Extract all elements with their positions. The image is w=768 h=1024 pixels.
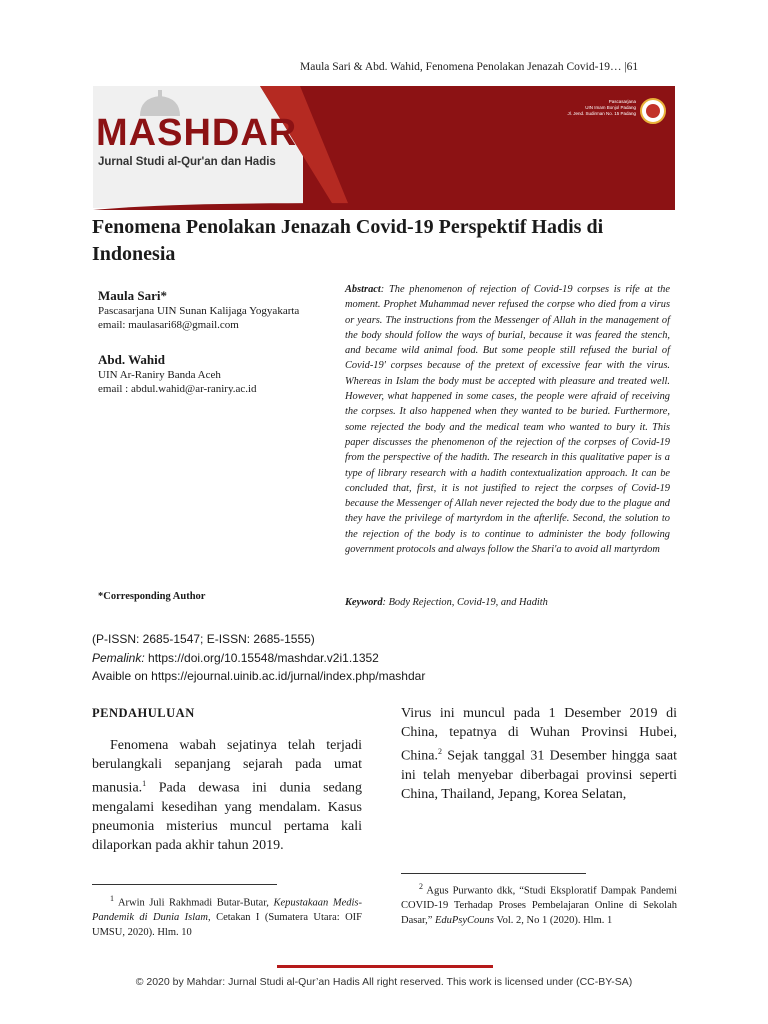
footnote-title: Kepustakaan Medis-Pandemik di Dunia Islam, [92, 897, 362, 923]
issn: (P-ISSN: 2685-1547; E-ISSN: 2685-1555) [92, 632, 315, 646]
paragraph-text: Virus ini muncul pada 1 Desember 2019 di China, tepatnya di Wuhan Provinsi Hubei, China. [401, 706, 677, 764]
abstract-text: : The phenomenon of rejection of Covid-19 corpses is rife at the moment. Prophet Muhammad never refused the corpse who died from a virus or years. The instructions from the Messenger of Allah in the management of the body should follow the ways of burial, because it was feared the stench, and became wild animal food. But some people still refused the burial of Covid-19' corpses because of the pretext of excessive fear with the virus. Whereas in Islam the body must be accepted with pleasure and treated well. However, what happened in some cases, the people were afraid of receiving the corpses. It also happened when they wanted to be buried. Furthermore, some rejected the body and the medical team who wanted to bury it. This paper discusses the phenomenon of the rejection of the corpses of Covid-19 from the perspective of the hadith. The research in this qualitative paper is a type of library research with a hadith contextualization approach. It can be concluded that, first, it is not justified to reject the corpses of Covid-19 because the Messenger of Allah never rejected the body due to the plague and they have the privilege of martyrdom in the afterlife. Second, the solution to the rejection of the body is to continue to administer the body following government protocols and always follow the Shari'a to avoid all martyrdom [345, 284, 670, 556]
publisher-info [566, 99, 636, 117]
paragraph-text: Fenomena wabah sejatinya telah terjadi berulangkali sepanjang sejarah pada umat manusia. [92, 738, 362, 796]
paragraph-text: Pada dewasa ini dunia sedang mengalami kesedihan yang mendalam. Kasus pneumonia misterius muncul pertama kali dilaporkan pada akhir tahun 2019. [92, 780, 362, 853]
journal-subtitle: Jurnal Studi al-Qur'an dan Hadis [98, 156, 276, 168]
permalink-label: Pemalink: [92, 650, 145, 665]
footnote-number: 1 [110, 894, 114, 903]
publisher-line: Pascasarjana [608, 99, 636, 104]
author-name: Maula Sari* [98, 288, 167, 303]
article-identifiers [92, 630, 425, 686]
footnote-title: EduPsyCouns [434, 914, 494, 926]
publisher-line: UIN Imam Bonjol Padang [585, 105, 636, 110]
paragraph-text: Sejak tanggal 31 Desember hingga saat ini telah menyebar diberbagai provinsi seperti China, Thailand, Jepang, Korea Selatan, [401, 748, 677, 802]
footnote-number: 2 [419, 882, 423, 891]
journal-name: MASHDAR [96, 112, 298, 154]
permalink[interactable] [92, 649, 425, 668]
footnote-2 [401, 880, 677, 928]
author-email: email: maulasari68@gmail.com [98, 319, 239, 331]
article-title: Fenomena Penolakan Jenazah Covid-19 Perspektif Hadis di Indonesia [92, 216, 604, 265]
keywords [345, 597, 670, 608]
author-affiliation: Pascasarjana UIN Sunan Kalijaga Yogyakarta [98, 305, 300, 317]
footnote-ref[interactable]: 2 [437, 747, 442, 756]
section-heading: PENDAHULUAN [92, 706, 195, 720]
copyright-footer: © 2020 by Mahdar: Jurnal Studi al-Qur’an Hadis All right reserved. This work is licensed under (CC-BY-SA) [135, 976, 633, 988]
author-email: email : abdul.wahid@ar-raniry.ac.id [98, 383, 257, 395]
abstract [345, 282, 670, 557]
permalink-url[interactable]: https://doi.org/10.15548/mashdar.v2i1.1352 [144, 650, 379, 665]
footnote-text: Arwin Juli Rakhmadi Butar-Butar, [114, 897, 274, 909]
body-paragraph-right [401, 704, 677, 804]
author-name: Abd. Wahid [98, 352, 165, 367]
available-link[interactable]: Avaible on https://ejournal.uinib.ac.id/jurnal/index.php/mashdar [92, 669, 426, 683]
footnote-text: Vol. 2, No 1 (2020). Hlm. 1 [493, 914, 613, 926]
corresponding-author-note: *Corresponding Author [98, 591, 206, 602]
author-affiliation: UIN Ar-Raniry Banda Aceh [98, 369, 221, 381]
footnote-text: Agus Purwanto dkk, “Studi Eksploratif Dampak Pandemi COVID-19 Terhadap Proses Pembelajaran Online di Sekolah Dasar,” [401, 885, 677, 926]
publisher-line: Jl. Jend. Sudirman No. 15 Padang [567, 111, 636, 116]
footnote-divider [92, 884, 277, 885]
footnote-divider [401, 873, 586, 874]
banner-wave [93, 196, 675, 210]
keyword-label: Keyword [345, 597, 383, 608]
footnote-text: Cetakan I (Sumatera Utara: OIF UMSU, 2020). Hlm. 10 [92, 912, 362, 938]
running-header: Maula Sari & Abd. Wahid, Fenomena Penolakan Jenazah Covid-19… |61 [300, 61, 639, 73]
keyword-list: : Body Rejection, Covid-19, and Hadith [382, 597, 548, 608]
footer-divider [277, 965, 493, 968]
university-logo-inner [646, 104, 660, 118]
footnote-ref[interactable]: 1 [142, 779, 147, 788]
footnote-1 [92, 892, 362, 940]
body-paragraph-left [92, 736, 362, 855]
abstract-label: Abstract [345, 284, 381, 295]
